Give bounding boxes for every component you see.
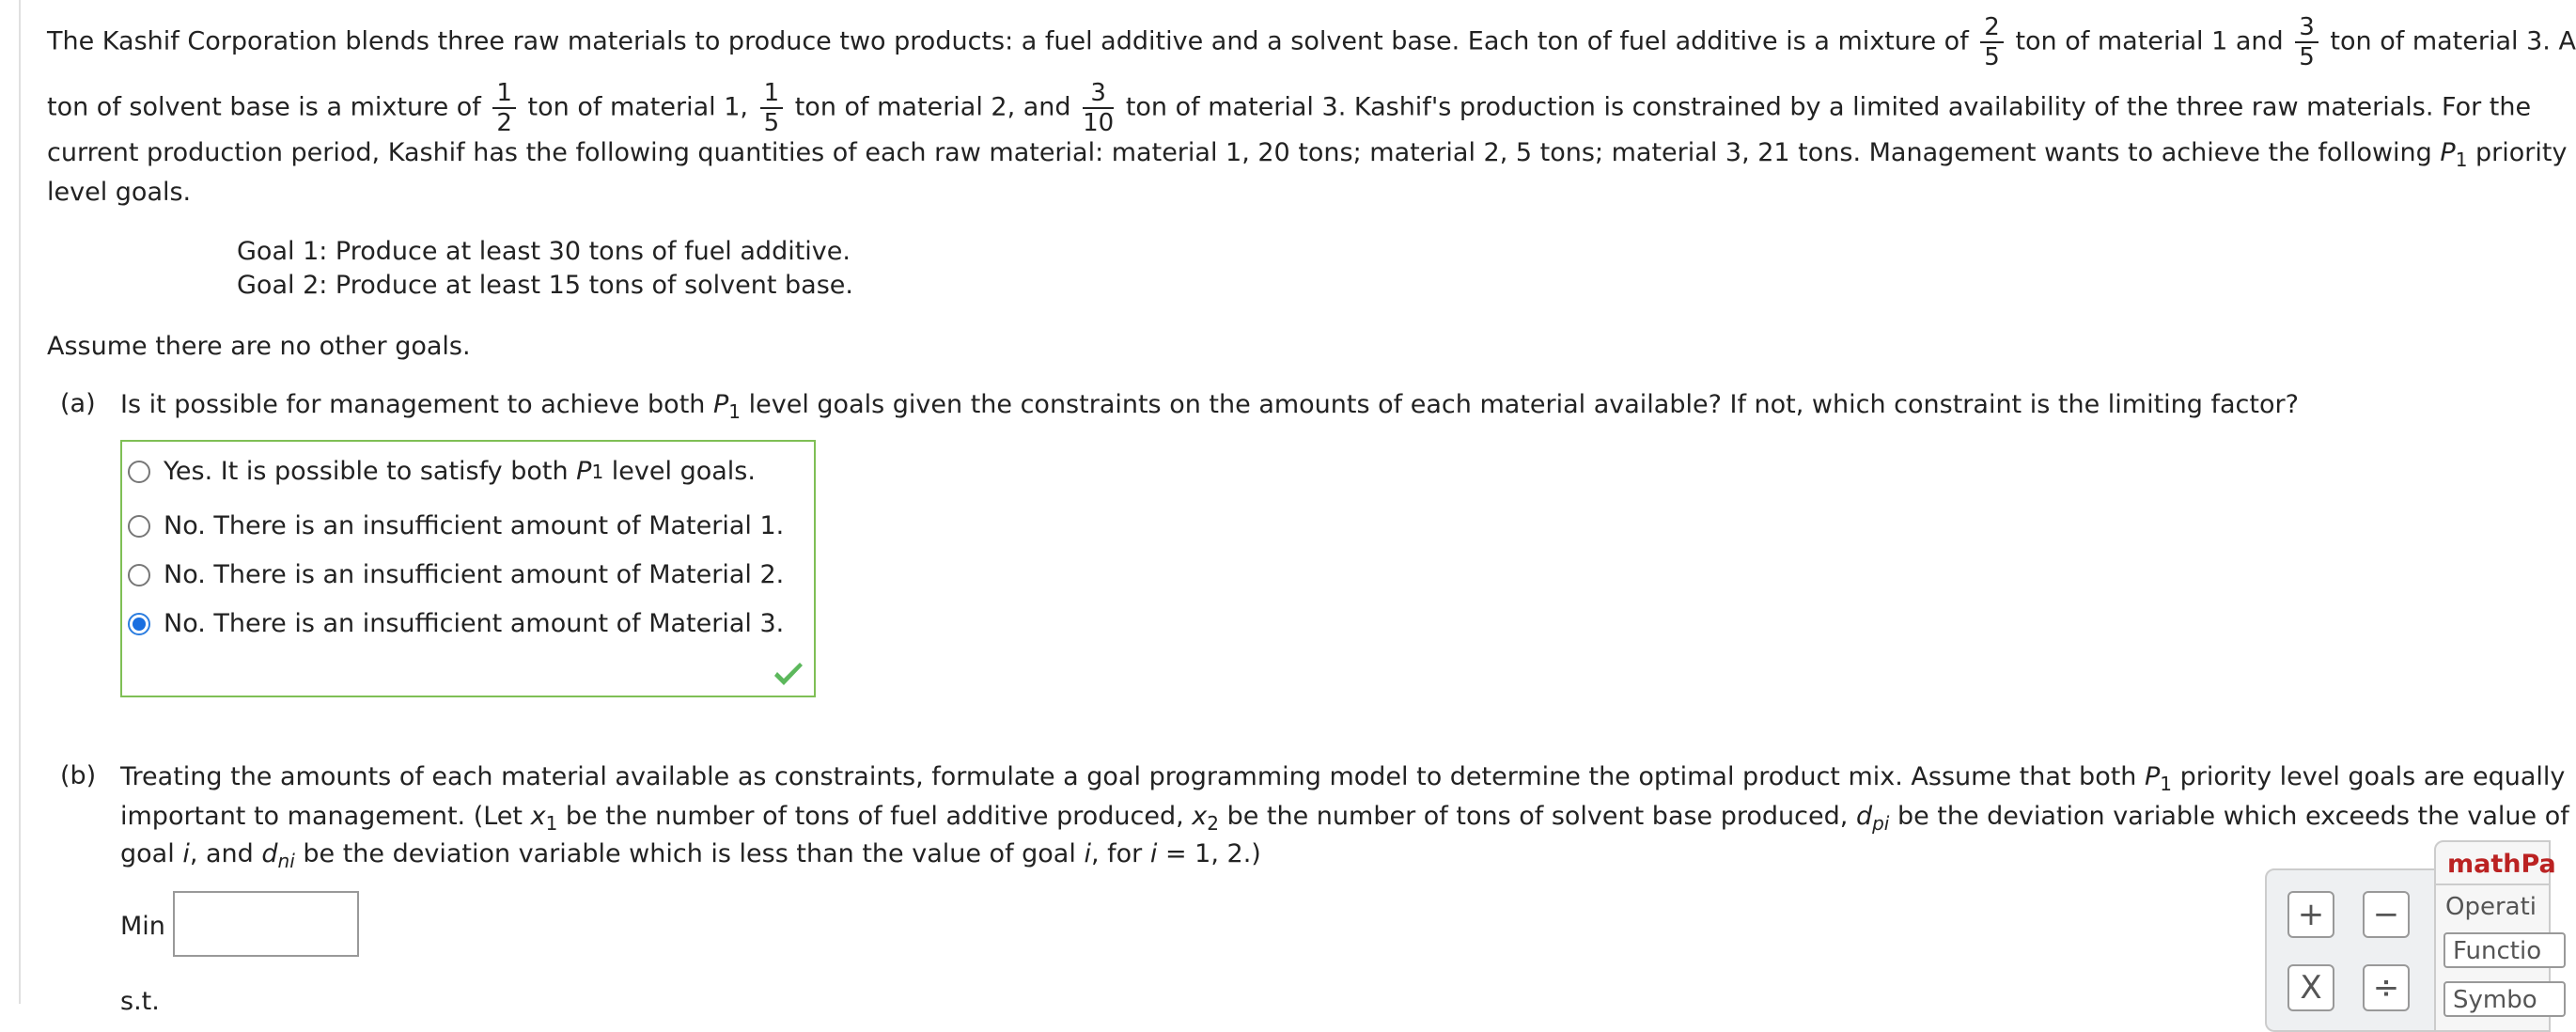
- part-b-line-2: important to management. (Let $x_1$ be the number of tons of fuel additive produced, $x_2$ be the number of tons of solvent base produced, $d_{pi}$ be the deviation variable which exceeds the value of: [120, 802, 2569, 835]
- part-b-label: (b): [60, 761, 97, 790]
- math-palette-title: mathPa: [2447, 850, 2556, 879]
- problem-line-3: current production period, Kashif has the following quantities of each raw material: material 1, 20 tons; material 2, 5 tons; material 3, 21 tons. Management wants to achieve the following $P_1$ priority: [47, 138, 2568, 171]
- plus-button[interactable]: +: [2287, 891, 2334, 938]
- radio-button[interactable]: [128, 564, 150, 586]
- problem-line-2: ton of solvent base is a mixture of $\frac{1}{2}$ ton of material 1, $\frac{1}{5}$ ton of material 2, and $\frac{3}{10}$ ton of material 3. Kashif's production is constrained by a limited availability of the three raw materials. For the: [47, 79, 2532, 137]
- radio-button-selected[interactable]: [128, 613, 150, 635]
- objective-input[interactable]: [173, 891, 359, 957]
- part-a-question: Is it possible for management to achieve both $P_1$ level goals given the constraints on the amounts of each material available? If not, which constraint is the limiting factor?: [120, 390, 2299, 423]
- times-button[interactable]: X: [2287, 964, 2334, 1011]
- problem-line-1: The Kashif Corporation blends three raw materials to produce two products: a fuel additive and a solvent base. Each ton of fuel additive is a mixture of $\frac{2}{5}$ ton of material 1 and $\frac{3}{5}$ ton of material 3. A: [47, 13, 2576, 71]
- fraction-1-5: $\frac{1}{5}$: [760, 81, 784, 135]
- part-b-line-1: Treating the amounts of each material available as constraints, formulate a goal programming model to determine the optimal product mix. Assume that both $P_1$ priority level goals are equally: [120, 762, 2566, 795]
- tab-operations[interactable]: Operati: [2445, 893, 2537, 921]
- option-material-2[interactable]: No. There is an insufficient amount of Material 2.: [128, 560, 784, 589]
- minus-button[interactable]: −: [2363, 891, 2410, 938]
- fraction-1-2: $\frac{1}{2}$: [492, 81, 516, 135]
- part-a-label: (a): [60, 389, 96, 418]
- fraction-3-10: $\frac{3}{10}$: [1083, 79, 1115, 137]
- option-yes[interactable]: Yes. It is possible to satisfy both P 1 level goals.: [128, 457, 756, 486]
- tab-symbols[interactable]: Symbo: [2443, 981, 2566, 1017]
- radio-button[interactable]: [128, 461, 150, 483]
- option-material-1[interactable]: No. There is an insufficient amount of Material 1.: [128, 511, 784, 540]
- math-palette-sidebar: [2434, 840, 2556, 1032]
- option-material-3[interactable]: No. There is an insufficient amount of Material 3.: [128, 609, 784, 638]
- fraction-3-5: $\frac{3}{5}$: [2295, 15, 2318, 70]
- assumption-text: Assume there are no other goals.: [47, 332, 471, 361]
- min-label: Min: [120, 912, 165, 941]
- problem-line-4: level goals.: [47, 178, 192, 207]
- answer-choices-box: [120, 440, 816, 697]
- goal-2: Goal 2: Produce at least 15 tons of solvent base.: [237, 271, 853, 300]
- divide-button[interactable]: ÷: [2363, 964, 2410, 1011]
- left-border: [19, 0, 21, 1004]
- part-b-line-3: goal i, and $d_{ni}$ be the deviation variable which is less than the value of goal i, for i = 1, 2.): [120, 839, 1261, 872]
- tab-functions[interactable]: Functio: [2443, 932, 2566, 968]
- radio-button[interactable]: [128, 515, 150, 538]
- st-label: s.t.: [120, 987, 160, 1016]
- correct-check-icon: [773, 662, 804, 688]
- fraction-2-5: $\frac{2}{5}$: [1980, 15, 2004, 70]
- goal-1: Goal 1: Produce at least 30 tons of fuel additive.: [237, 237, 851, 266]
